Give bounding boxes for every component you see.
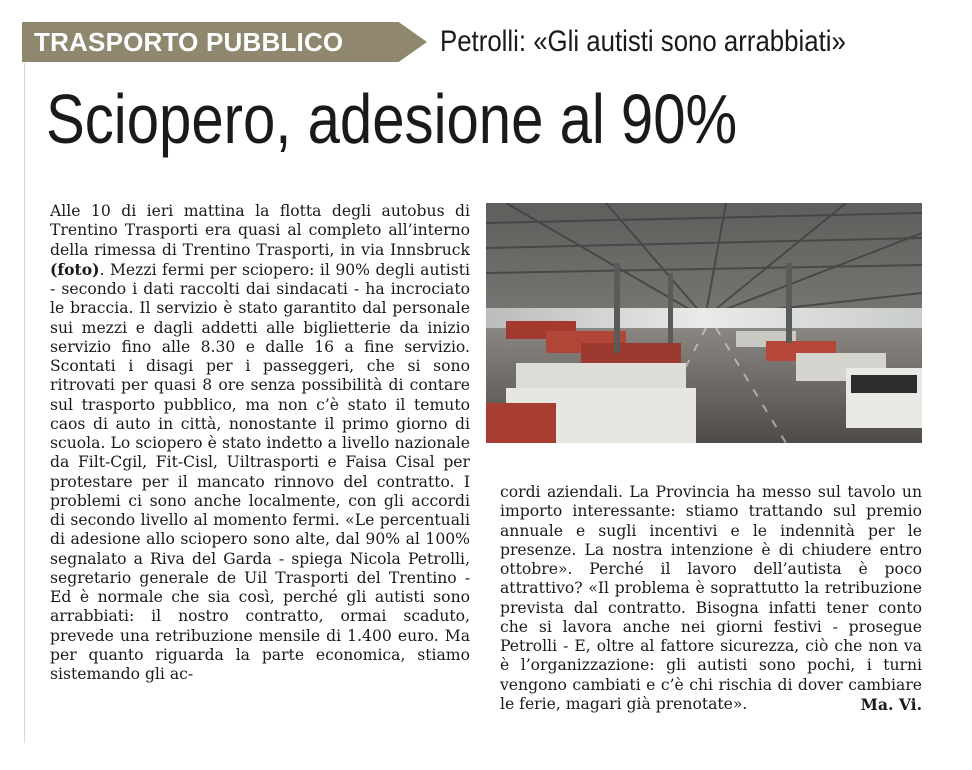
article-column-right <box>500 483 922 714</box>
kicker-quote: Petrolli: «Gli autisti sono arrabbiati» <box>440 25 846 58</box>
article-text-continued: . Mezzi fermi per sciopero: il 90% degli autisti - secondo i dati raccolti dai sindacati - ha incrociato le braccia. Il servizio è stato garantito dal personale sui mezzi e dagli addetti alle biglietterie da inizio servizio fino alle 8.30 e dalle 16 a fine servizio. Scontati i disagi per i passeggeri, che si sono ritrovati per quasi 8 ore senza possibilità di contare sul trasporto pubblico, ma non c’è stato il temuto caos di auto in città, nonostante il primo giorno di scuola. Lo sciopero è stato indetto a livello nazionale da Filt-Cgil, Fit-Cisl, Uiltrasporti e Faisa Cisal per protestare per il mancato rinnovo del contratto. I problemi ci sono anche localmente, con gli accordi di secondo livello al momento fermi. «Le percentuali di adesione allo sciopero sono alte, dal 90% al 100% segnalato a Riva del Garda - spiega Nicola Petrolli, segretario generale de Uil Trasporti del Trentino - Ed è normale che sia così, perché gli autisti sono arrabbiati: il nostro contratto, ormai scaduto, prevede una retribuzione mensile di 1.400 euro. Ma per quanto riguarda la parte economica, stiamo sistemando gli ac- <box>50 260 470 683</box>
article-text-final: cordi aziendali. La Provincia ha messo sul tavolo un importo interessante: stiamo trattando sul premio annuale e sugli incentivi e le indennità per le presenze. La nostra intenzione è di chiudere entro ottobre». Perché il lavoro dell’autista è poco attrattivo? «Il problema è soprattutto la retribuzione prevista dal contratto. Bisogna infatti tener conto che si lavora anche nei giorni festivi - prosegue Petrolli - E, oltre al fattore sicurezza, ciò che non va è l’organizzazione: gli autisti sono pochi, i turni vengono cambiati e c’è chi rischia di dover cambiare le ferie, magari già prenotate». <box>500 483 922 713</box>
photo-reference: (foto) <box>50 259 100 279</box>
byline: Ma. Vi. <box>860 694 922 714</box>
article-paragraph <box>500 483 922 714</box>
bus-depot-photo <box>486 203 922 443</box>
section-kicker: TRASPORTO PUBBLICO <box>34 27 344 57</box>
article-column-left <box>50 202 470 684</box>
headline: Sciopero, adesione al 90% <box>46 80 738 158</box>
page-edge-rule <box>24 63 25 743</box>
article-paragraph <box>50 202 470 684</box>
article-text-start: Alle 10 di ieri mattina la flotta degli autobus di Trentino Trasporti era quasi al completo all’interno della rimessa di Trentino Trasporti, in via Innsbruck <box>50 202 470 259</box>
